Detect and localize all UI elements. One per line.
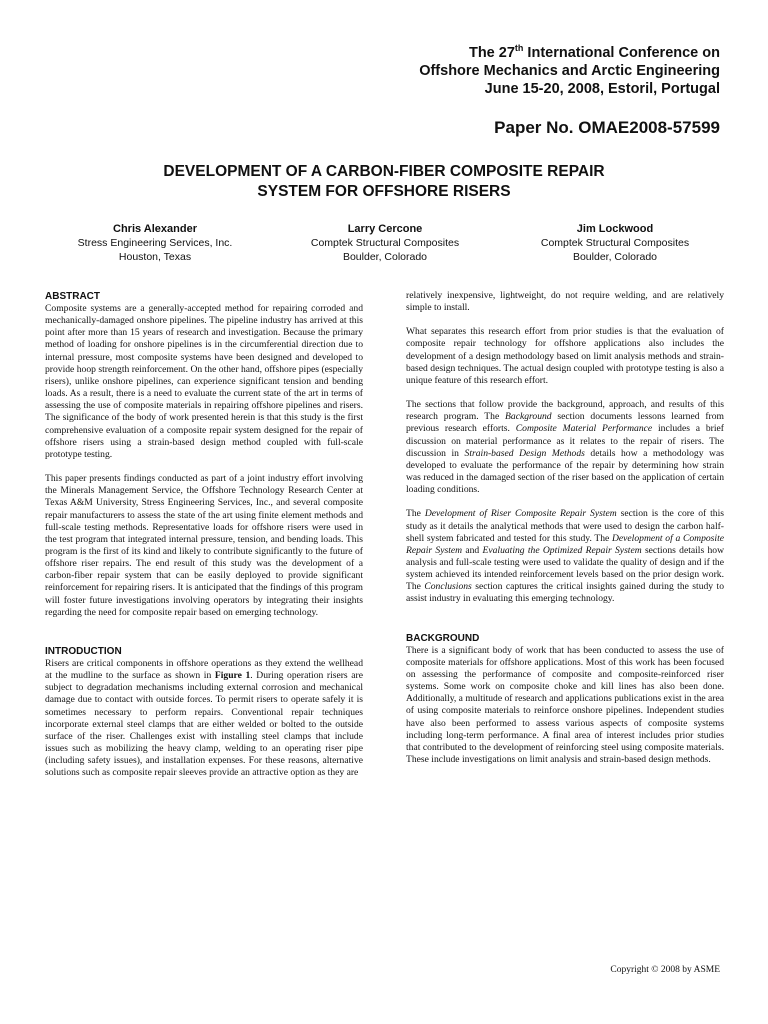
author-1: Chris Alexander Stress Engineering Services, Inc. Houston, Texas — [77, 223, 233, 263]
paper-title: DEVELOPMENT OF A CARBON-FIBER COMPOSITE REPAIR SYSTEM FOR OFFSHORE RISERS — [163, 163, 605, 200]
conference-line-2: Offshore Mechanics and Arctic Engineering — [419, 63, 720, 79]
background-paragraph-1: There is a significant body of work that has been conducted to assess the use of composite materials for offshore applications. Most of this work has been focused on assessing the performance of composite and composite-reinforced riser systems. Some work on composite choke and kill lines has also been done. Additionally, a multitude of research and applications publications exist in the area of using composite materials to reinforce onshore pipelines. Independent studies have also been performed to assess various aspects of composite systems including long-term performance. A final area of interest includes prior studies that contributed to the development of reinforcing steel using composite materials. These include investigations on limit analysis and strain-based design methods. — [406, 644, 725, 765]
development-section-paragraph: The Development of Riser Composite Repair System section is the core of this study as it details the analytical methods that were used to design the carbon half-shell system fabricated and tested for this study. The Development of a Composite Repair System and Evaluating the Optimized Repair System sections details how analysis and full-scale testing were used to validate the quality of design and if the system achieved its intended reinforcement levels based on the prior design work. The Conclusions section captures the critical insights gained during the study to assist industry in evaluating this emerging technology. — [406, 508, 724, 605]
author-2: Larry Cercone Comptek Structural Composites Boulder, Colorado — [310, 223, 460, 263]
sections-overview-paragraph: The sections that follow provide the background, approach, and results of this research program. The Background section documents lessons learned from previous research efforts. Composite Material Performance includes a brief discussion on material performance as it relates to the repair of risers. The discussion in Strain-based Design Methods details how a methodology was developed to evaluate the performance of the repair by determining how strain was reduced in the damaged section of the riser based on the application of certain loading conditions. — [406, 399, 725, 496]
abstract-heading: ABSTRACT — [45, 291, 100, 302]
introduction-paragraph-1: Risers are critical components in offshore operations as they extend the wellhead at the mudline to the surface as shown in Figure 1. During operation risers are subject to degradation mechanisms including external corrosion and mechanical damage due to contact with outside forces. To permit risers to operate safely it is sometimes necessary to perform repairs. Conventional repair techniques incorporate external steel clamps that are either welded or bolted to the outside surface of the riser. Challenges exist with installing steel clamps that include issues such as mobilizing the heavy clamp, welding to an operating riser pipe (including safety issues), and installation expenses. For these reasons, alternative solutions such as composite repair sleeves provide an attractive option as they are — [45, 657, 363, 779]
right-column — [406, 290, 724, 778]
abstract-paragraph-2: This paper presents findings conducted as part of a joint industry effort involving the Minerals Management Service, the Offshore Technology Research Center at Texas A&M University, Stress Engineering Services, Inc., and several composite repair manufacturers to assess the state of the art using finite element methods and full-scale testing methods. Representative loads for offshore risers were used in the test program that integrated internal pressure, tension, and bending loads. This program is the first of its kind and likely to contribute significantly to the future of offshore riser repairs. The end result of this study was the development of a carbon-fiber repair system that can be easily deployed to provide significant reinforcement for repairing risers. It is anticipated that the findings of this program will foster future investigations involving operators by integrating their insights regarding the need for composite repair based on emerging technology. — [45, 473, 363, 618]
left-column — [45, 290, 363, 791]
figure-1-reference: Figure 1 — [214, 670, 251, 682]
paper-number: Paper No. OMAE2008-57599 — [494, 118, 720, 137]
copyright-notice: Copyright © 2008 by ASME — [610, 965, 720, 975]
introduction-heading: INTRODUCTION — [45, 645, 122, 657]
intro-continued-paragraph: relatively inexpensive, lightweight, do not require welding, and are relatively simple to install. — [406, 290, 724, 314]
research-distinction-paragraph: What separates this research effort from prior studies is that the evaluation of composite repair technology for offshore applications also includes the development of a design methodology based on limit analysis methods and strain-based design techniques. The actual design coupled with prototype testing is also a unique feature of this research effort. — [406, 326, 724, 386]
abstract-paragraph-1: Composite systems are a generally-accepted method for repairing corroded and mechanically-damaged onshore pipelines. The pipeline industry has arrived at this point after more than 15 years of research and investigation. Because the primary method of loading for onshore pipelines is in the circumferential direction due to internal pressure, most composite systems have been designed and developed to provide hoop strength reinforcement. On the other hand, offshore pipes (especially risers), unlike onshore pipelines, can experience significant tension and bending loads. As a result, there is a need to evaluate the current state of the art in terms of assessing the use of composite materials in repairing offshore pipelines and risers. The significance of the body of work presented herein is that this study is the first comprehensive evaluation of a composite repair system designed for the repair of offshore risers using a strain-based design method coupled with full-scale prototype testing. — [45, 303, 363, 460]
conference-line-1: The 27th International Conference on — [468, 43, 720, 61]
background-heading: BACKGROUND — [406, 632, 480, 644]
conference-header — [300, 44, 720, 98]
author-3: Jim Lockwood Comptek Structural Composites Boulder, Colorado — [540, 223, 690, 263]
author-block — [40, 222, 730, 264]
conference-line-3: June 15-20, 2008, Estoril, Portugal — [484, 81, 720, 97]
